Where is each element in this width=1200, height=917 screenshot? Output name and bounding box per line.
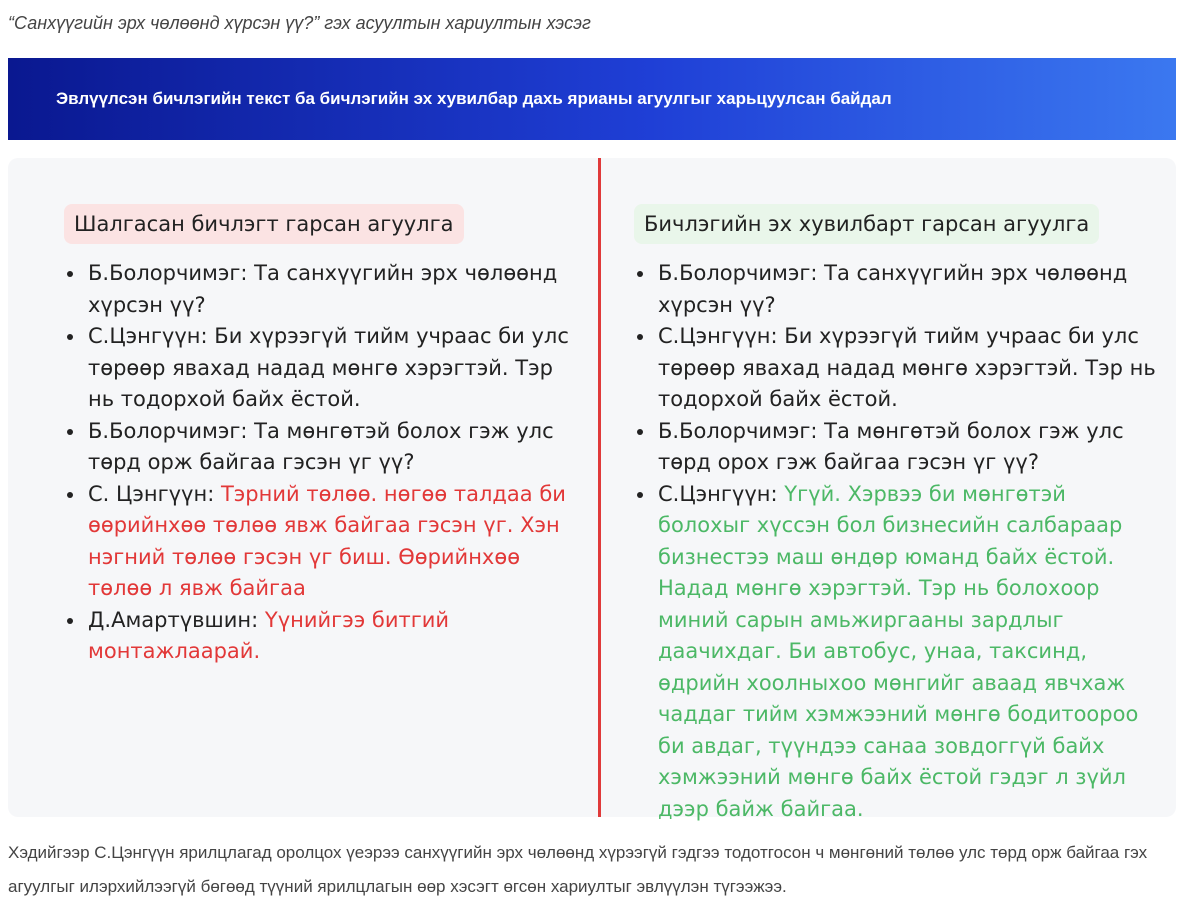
dialogue-item [86, 258, 578, 321]
speaker: Б.Болорчимэг: [88, 418, 255, 443]
speaker: С.Цэнгүүн: [658, 481, 785, 506]
speaker: С.Цэнгүүн: [88, 324, 215, 348]
conclusion-paragraph: Хэдийгээр С.Цэнгүүн ярилцлагад оролцох үеэрээ санхүүгийн эрх чөлөөнд хүрээгүй гэдгээ тодотгосон ч мөнгөний төлөө улс төрд орж байгаа гэх агуулгыг илэрхийлээгүй бөгөөд түүний ярилцлагын өөр хэсэгт өгсөн хариултыг эвлүүлэн түгээжээ. [8, 843, 1148, 896]
original-column-title: Бичлэгийн эх хувилбарт гарсан агуулга [634, 204, 1099, 244]
banner-title: Эвлүүлсэн бичлэгийн текст ба бичлэгийн эх хувилбар дахь ярианы агуулгыг харьцуулсан байдал [56, 89, 892, 108]
utterance: Та санхүүгийн эрх чөлөөнд хүрсэн үү? [88, 261, 558, 317]
dialogue-item [86, 321, 578, 416]
utterance: Та санхүүгийн эрх чөлөөнд хүрсэн үү? [658, 261, 1128, 317]
utterance: Би хүрээгүй тийм учраас би улс төрөөр явахад надад мөнгө хэрэгтэй. Тэр нь тодорхой байх ёстой. [658, 324, 1156, 411]
edited-highlight-text: Үүнийгээ битгий монтажлаарай. [88, 607, 450, 663]
speaker: С.Цэнгүүн: [658, 324, 785, 348]
comparison-panel [8, 158, 1176, 821]
dialogue-item [656, 258, 1158, 321]
caption: “Санхүүгийн эрх чөлөөнд хүрсэн үү?” гэх асуултын хариултын хэсэг [8, 13, 591, 33]
edited-dialogue-list [58, 258, 578, 668]
speaker: С. Цэнгүүн: [88, 481, 221, 506]
original-highlight-text: Үгүй. Хэрвээ би мөнгөтэй болохыг хүссэн бол бизнесийн салбараар бизнестээ маш өндөр юманд байх ёстой. Надад мөнгө хэрэгтэй. Тэр нь болохоор миний сарын амьжиргааны зардлыг даачихдаг. Би автобус, унаа, таксинд, өдрийн хоолныхоо мөнгийг аваад явчхаж чаддаг тийм хэмжээний мөнгө бодитоороо би авдаг, түүндээ санаа зовдоггүй байх хэмжээний мөнгө байх ёстой гэдэг л зүйл дээр байж байгаа. [658, 481, 1139, 821]
dialogue-item [86, 416, 578, 479]
column-divider [598, 158, 601, 817]
edited-column-title: Шалгасан бичлэгт гарсан агуулга [64, 204, 464, 244]
comparison-banner [8, 58, 1176, 140]
utterance: Та мөнгөтэй болох гэж улс төрд орох гэж байгаа гэсэн үг үү? [658, 418, 1124, 474]
dialogue-item [86, 479, 578, 605]
original-dialogue-list [628, 258, 1158, 825]
dialogue-item [656, 416, 1158, 479]
speaker: Б.Болорчимэг: [658, 418, 825, 443]
dialogue-item [86, 605, 578, 668]
dialogue-item [656, 479, 1158, 826]
speaker: Б.Болорчимэг: [658, 261, 825, 285]
edited-highlight-text: Тэрний төлөө. нөгөө талдаа би өөрийнхөө төлөө явж байгаа гэсэн үг. Хэн нэгний төлөө гэсэн үг биш. Өөрийнхөө төлөө л явж байгаа [88, 481, 566, 600]
dialogue-item [656, 321, 1158, 416]
utterance: Би хүрээгүй тийм учраас би улс төрөөр явахад надад мөнгө хэрэгтэй. Тэр нь тодорхой байх ёстой. [88, 324, 569, 411]
utterance: Та мөнгөтэй болох гэж улс төрд орж байгаа гэсэн үг үү? [88, 418, 554, 474]
speaker: Б.Болорчимэг: [88, 261, 255, 285]
edited-column [58, 204, 578, 668]
original-column [628, 204, 1158, 825]
speaker: Д.Амартүвшин: [88, 607, 265, 632]
